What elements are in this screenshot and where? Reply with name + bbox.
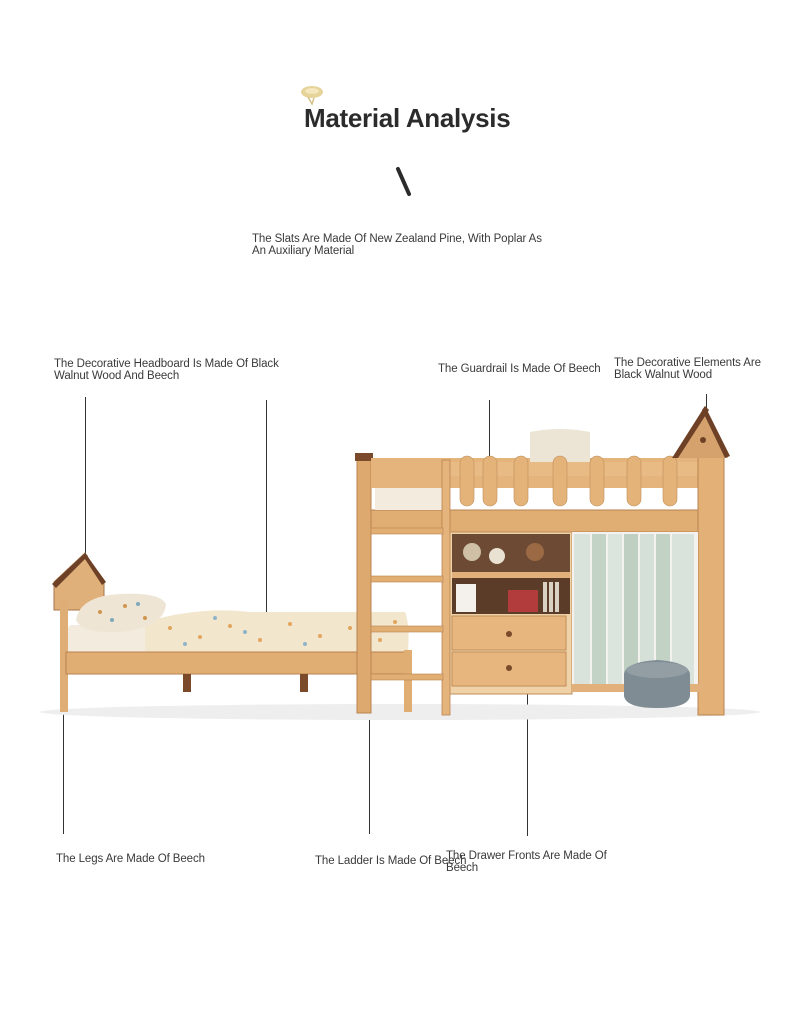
headboard-label: The Decorative Headboard Is Made Of Black Walnut Wood And Beech: [54, 358, 279, 382]
slats-label: The Slats Are Made Of New Zealand Pine, With Poplar As An Auxiliary Material: [252, 233, 542, 257]
guardrail-label: The Guardrail Is Made Of Beech: [438, 363, 601, 375]
page-title: Material Analysis: [304, 103, 511, 133]
decorative-elements-label: The Decorative Elements Are Black Walnut Wood: [614, 357, 761, 381]
drawer-fronts-label: The Drawer Fronts Are Made Of Beech: [446, 850, 607, 874]
ladder-label: The Ladder Is Made Of Beech: [315, 855, 467, 867]
legs-label: The Legs Are Made Of Beech: [56, 853, 205, 865]
